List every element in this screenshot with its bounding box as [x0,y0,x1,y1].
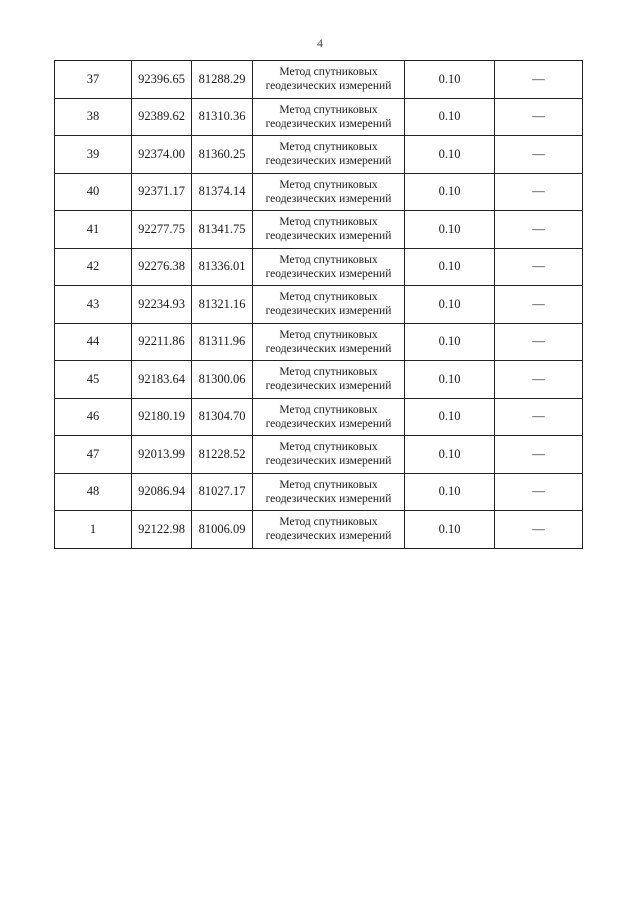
y-coordinate-cell: 81027.17 [192,473,253,511]
note-cell: — [495,173,583,211]
precision-cell: 0.10 [405,61,495,99]
table-row [55,173,583,211]
x-coordinate-cell: 92122.98 [132,511,192,549]
y-coordinate-cell: 81360.25 [192,136,253,174]
precision-cell: 0.10 [405,436,495,474]
x-coordinate-cell: 92211.86 [132,323,192,361]
precision-cell: 0.10 [405,473,495,511]
x-coordinate-cell: 92013.99 [132,436,192,474]
precision-cell: 0.10 [405,211,495,249]
point-number-cell: 46 [55,398,132,436]
y-coordinate-cell: 81228.52 [192,436,253,474]
note-cell: — [495,211,583,249]
precision-cell: 0.10 [405,323,495,361]
precision-cell: 0.10 [405,398,495,436]
x-coordinate-cell: 92277.75 [132,211,192,249]
note-cell: — [495,436,583,474]
table-row [55,61,583,99]
note-cell: — [495,511,583,549]
precision-cell: 0.10 [405,248,495,286]
point-number-cell: 43 [55,286,132,324]
y-coordinate-cell: 81341.75 [192,211,253,249]
method-cell: Метод спутниковых геодезических измерений [253,211,405,249]
x-coordinate-cell: 92180.19 [132,398,192,436]
note-cell: — [495,473,583,511]
y-coordinate-cell: 81288.29 [192,61,253,99]
x-coordinate-cell: 92276.38 [132,248,192,286]
y-coordinate-cell: 81310.36 [192,98,253,136]
method-cell: Метод спутниковых геодезических измерений [253,511,405,549]
table-row [55,361,583,399]
x-coordinate-cell: 92234.93 [132,286,192,324]
table-row [55,286,583,324]
point-number-cell: 37 [55,61,132,99]
y-coordinate-cell: 81311.96 [192,323,253,361]
x-coordinate-cell: 92371.17 [132,173,192,211]
x-coordinate-cell: 92183.64 [132,361,192,399]
point-number-cell: 42 [55,248,132,286]
method-cell: Метод спутниковых геодезических измерений [253,98,405,136]
method-cell: Метод спутниковых геодезических измерений [253,323,405,361]
note-cell: — [495,61,583,99]
y-coordinate-cell: 81321.16 [192,286,253,324]
point-number-cell: 48 [55,473,132,511]
page-number: 4 [317,36,323,50]
table-row [55,473,583,511]
table-row [55,136,583,174]
method-cell: Метод спутниковых геодезических измерений [253,361,405,399]
y-coordinate-cell: 81300.06 [192,361,253,399]
x-coordinate-cell: 92396.65 [132,61,192,99]
note-cell: — [495,361,583,399]
point-number-cell: 41 [55,211,132,249]
method-cell: Метод спутниковых геодезических измерений [253,173,405,211]
table-row [55,248,583,286]
note-cell: — [495,323,583,361]
table-row [55,511,583,549]
method-cell: Метод спутниковых геодезических измерений [253,61,405,99]
note-cell: — [495,136,583,174]
method-cell: Метод спутниковых геодезических измерений [253,248,405,286]
precision-cell: 0.10 [405,286,495,324]
precision-cell: 0.10 [405,173,495,211]
note-cell: — [495,286,583,324]
note-cell: — [495,248,583,286]
precision-cell: 0.10 [405,511,495,549]
y-coordinate-cell: 81006.09 [192,511,253,549]
table-row [55,323,583,361]
y-coordinate-cell: 81374.14 [192,173,253,211]
table-row [55,398,583,436]
point-number-cell: 44 [55,323,132,361]
method-cell: Метод спутниковых геодезических измерений [253,473,405,511]
y-coordinate-cell: 81336.01 [192,248,253,286]
method-cell: Метод спутниковых геодезических измерений [253,398,405,436]
y-coordinate-cell: 81304.70 [192,398,253,436]
method-cell: Метод спутниковых геодезических измерений [253,436,405,474]
point-number-cell: 45 [55,361,132,399]
coordinates-table [54,60,583,549]
table-row [55,436,583,474]
x-coordinate-cell: 92374.00 [132,136,192,174]
method-cell: Метод спутниковых геодезических измерений [253,286,405,324]
point-number-cell: 40 [55,173,132,211]
point-number-cell: 47 [55,436,132,474]
note-cell: — [495,398,583,436]
coordinates-table-body [55,61,583,549]
precision-cell: 0.10 [405,361,495,399]
note-cell: — [495,98,583,136]
table-row [55,98,583,136]
precision-cell: 0.10 [405,98,495,136]
method-cell: Метод спутниковых геодезических измерений [253,136,405,174]
x-coordinate-cell: 92389.62 [132,98,192,136]
point-number-cell: 39 [55,136,132,174]
precision-cell: 0.10 [405,136,495,174]
table-row [55,211,583,249]
point-number-cell: 1 [55,511,132,549]
point-number-cell: 38 [55,98,132,136]
x-coordinate-cell: 92086.94 [132,473,192,511]
